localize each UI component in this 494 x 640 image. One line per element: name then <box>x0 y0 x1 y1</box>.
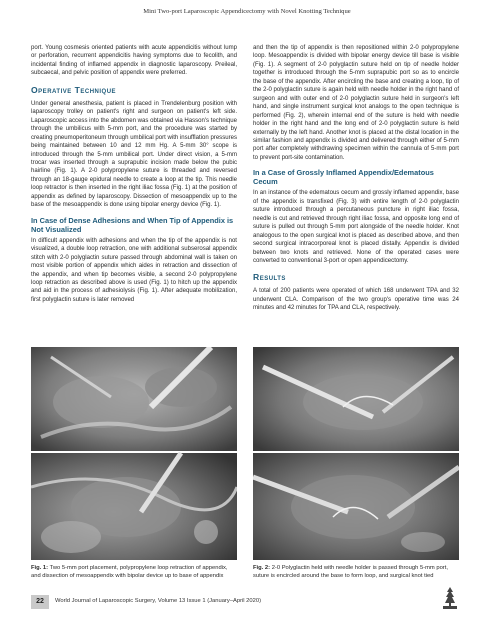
figure-1-caption-text: Two 5-mm port placement, polypropylene loop retraction of appendix, and dissection of mesoappendix with bipolar device up to base of appendix <box>31 565 228 579</box>
page-footer <box>31 595 461 609</box>
paragraph: A total of 200 patients were operated of which 168 underwent TPA and 32 underwent CLA. Comparison of the two group's operative time was 24 minutes and 42 minutes for TPA and CLA, respectively. <box>253 288 459 312</box>
figure-2-caption <box>253 565 459 580</box>
left-column <box>31 44 237 304</box>
figure-1-caption <box>31 565 237 580</box>
right-column <box>253 44 459 313</box>
figure-1-image <box>31 347 237 560</box>
paragraph: In difficult appendix with adhesions and when the tip of the appendix is not visualized, a double loop retraction, one with additional subserosal appendix stitch with 2-0 polyglactin suture passed through abdominal wall is taken on most visible portion of appendix which aides in retraction and dissection of the appendix, and when tip becomes visible, a second 2-0 polypropylene loop retraction as described above is used (Fig. 1) to hitch up the appendix and aid in the process of adhesiolysis (Fig. 1). After adequate mobilization, first polyglactin suture is later removed <box>31 237 237 303</box>
running-header: Mini Two-port Laparoscopic Appendicectomy with Novel Knotting Technique <box>143 8 351 15</box>
section-heading-results: Results <box>253 272 286 283</box>
paragraph: and then the tip of appendix is then repositioned within 2-0 polypropylene loop. Mesoappendix is divided with bipolar energy device till base is visible (Fig. 1). A segment of 2-0 polyglactin suture held on tip of needle holder together is introduced through the 5-mm suprapubic port so as to encircle the base of the appendix. After encircling the base and creating a loop, tip of the 2-0 polyglactin suture is again held with needle holder in the right hand of surgeon and with outer end of 2-0 polyglactin suture held in surgeon's left hand, and single instrument surgical knot analogs to the open technique is performed (Fig. 2), wherein internal end of the suture is held with needle holder in the right hand and the long end of 2-0 polyglactin suture is held externally by the left hand. Another knot is placed at the distal location in the similar fashion and appendix is divided and delivered through either of 5-mm port after completely withdrawing specimen within the cannula of 5-mm port to prevent port-site contamination. <box>253 45 459 161</box>
subheading-dense-adhesions: In Case of Dense Adhesions and When Tip of Appendix is Not Visualized <box>31 215 234 234</box>
figure-2-label: Fig. 2: <box>253 565 271 571</box>
journal-citation: World Journal of Laparoscopic Surgery, Volume 13 Issue 1 (January–April 2020) <box>55 598 262 604</box>
publisher-logo-icon <box>439 585 461 611</box>
figure-1-label: Fig. 1: <box>31 565 49 571</box>
paragraph: Under general anesthesia, patient is placed in Trendelenburg position with laparoscopy trolley on patient's right and surgeon on patient's left side. Laparoscopic access into the abdomen was obtained via Hasson's technique through the umbilicus with 5-mm port, and the procedure was started by creating pneumoperitoneum through umbilical port with insufflation pressures being maintained between 10 and 12 mm Hg. A 5-mm 30° scope is introduced through the 5-mm umbilical port. Under direct vision, a 5-mm trocar was inserted through a suprapubic incision made below the pubic hairline (Fig. 1). A 2-0 polypropylene suture is threaded and reversed through an 18-gauge epidural needle to create a loop at the tip. This needle loop retractor is then inserted in the right iliac fossa (Fig. 1) at the position of appendix as defined by laparoscopy. Dissection of mesoappendix up to the base of the mesoappendix is done using bipolar energy device (Fig. 1). <box>31 100 237 209</box>
subheading-inflamed-appendix: In a Case of Grossly Inflamed Appendix/Edematous Cecum <box>253 168 434 187</box>
figure-2-caption-text: 2-0 Polyglactin held with needle holder is passed through 5-mm port, suture is encircled around the base to form loop, and surgical knot tied <box>253 565 448 579</box>
section-heading-operative-technique: Operative Technique <box>31 84 117 95</box>
paragraph: In an instance of the edematous cecum and grossly inflamed appendix, base of the appendix is transfixed (Fig. 3) with entire length of 2-0 polyglactin suture introduced through a percutaneous puncture in right iliac fossa, needle is cut and retrieved through right iliac fossa, and opposite long end of suture is pulled out through 5-mm port alongside of the needle holder. Knot analogous to the open surgical knot is placed as described above, and then second surgical intracorporeal knot is placed distally. Appendix is divided between two knots and retrieved. None of the operated cases were converted to conventional 3-port or open appendicectomy. <box>253 190 459 264</box>
paragraph: port. Young cosmesis oriented patients with acute appendicitis without lump or perforation, recurrent appendicitis having symptoms due to fecolith, and incidental finding of inflamed appendix in diagnostic laparoscopy. Preileal, subcaecal, and pelvic position of appendix were preferred. <box>31 45 237 77</box>
figure-2-image <box>253 347 459 560</box>
page-number: 22 <box>31 595 49 609</box>
